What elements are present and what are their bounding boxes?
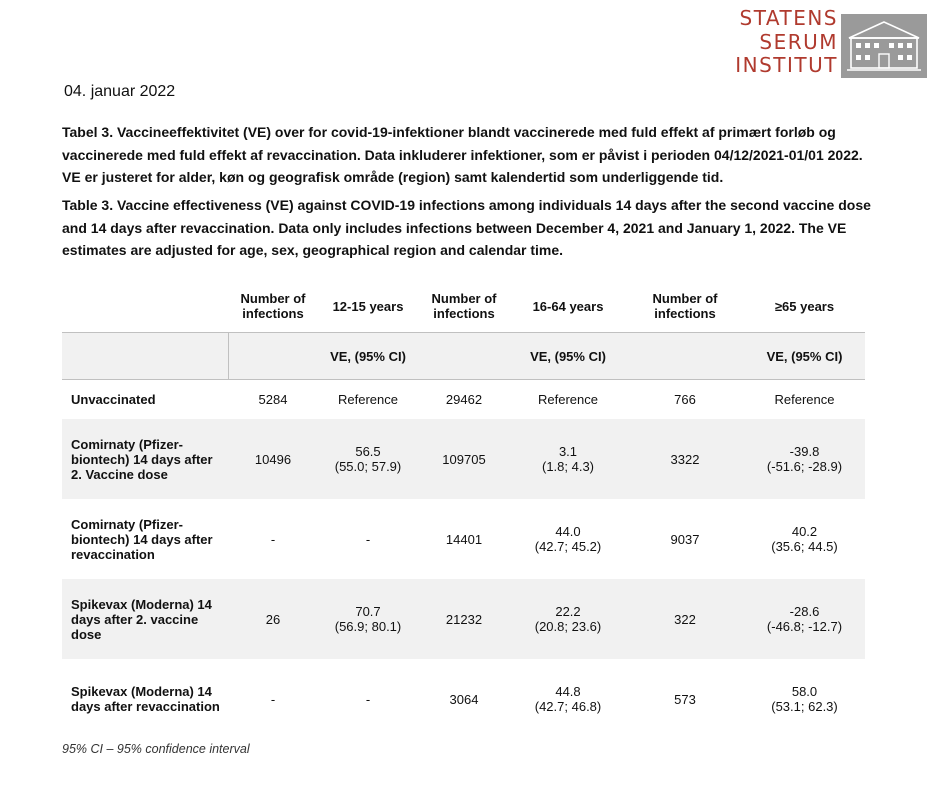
table-subheader-row <box>62 333 865 380</box>
logo-line-1: STATENS <box>739 6 838 30</box>
cell-infections-12-15: 5284 <box>258 392 288 407</box>
subheader-cell <box>626 333 744 380</box>
table-row <box>62 659 865 739</box>
subheader-cell <box>228 333 318 380</box>
logo-line-2: SERUM <box>759 29 838 54</box>
row-label: Spikevax (Moderna) 14 days after 2. vaccine dose <box>62 579 228 659</box>
ve-value: 3.1 <box>558 444 578 459</box>
cell-infections-12-15: - <box>270 531 276 547</box>
table-caption-english: Table 3. Vaccine effectiveness (VE) against COVID-19 infections among individuals 14 days after the second vaccine dose and 14 days after revaccination. Data only includes infections between December 4, 2021 and January 1, 2022. The VE estimates are adjusted for age, sex, geographical region and calendar time. <box>62 197 871 258</box>
logo-line-3: INSTITUT <box>735 53 838 77</box>
table-row <box>62 499 865 579</box>
cell-infections-12-15: 10496 <box>228 419 318 499</box>
table-row <box>62 419 865 499</box>
cell-infections-65-plus: 9037 <box>670 531 700 547</box>
cell-infections-16-64: 109705 <box>418 419 510 499</box>
cell-ve-12-15 <box>318 659 418 739</box>
cell-ve-65-plus <box>744 499 865 579</box>
cell-ve-16-64 <box>510 499 626 579</box>
cell-ve-16-64 <box>510 579 626 659</box>
cell-ve-16-64 <box>510 659 626 739</box>
row-label: Comirnaty (Pfizer-biontech) 14 days after revaccination <box>71 516 213 562</box>
cell-infections-16-64: 21232 <box>418 579 510 659</box>
ve-value: 56.5 <box>355 444 381 459</box>
ve-value: 70.7 <box>355 604 381 619</box>
cell-infections-12-15: - <box>270 691 276 707</box>
cell-infections-65-plus: 322 <box>626 579 744 659</box>
cell-ve-12-15 <box>318 419 418 499</box>
header-cell: ≥65 years <box>774 298 835 314</box>
cell-ve-65-plus <box>744 579 865 659</box>
header-cell: Number of infections <box>240 291 306 321</box>
subheader-cell: VE, (95% CI) <box>744 333 865 380</box>
row-label: Spikevax (Moderna) 14 days after revaccination <box>71 684 220 714</box>
header-cell: Number of infections <box>431 291 497 321</box>
ve-ci: (35.6; 44.5) <box>771 539 838 554</box>
logo-text <box>735 7 838 78</box>
ve-value: 40.2 <box>791 524 818 539</box>
ve-value: - <box>365 531 371 547</box>
cell-ve-12-15 <box>318 380 418 420</box>
ve-ci: (42.7; 45.2) <box>534 539 602 554</box>
table-row <box>62 579 865 659</box>
vaccine-effectiveness-table <box>62 280 865 739</box>
ve-ci: (56.9; 80.1) <box>334 619 402 634</box>
header-cell: 16-64 years <box>532 298 604 314</box>
header-cell: 12-15 years <box>332 298 404 314</box>
ve-value: 22.2 <box>555 604 581 619</box>
cell-infections-16-64: 14401 <box>445 531 483 547</box>
subheader-cell: VE, (95% CI) <box>318 333 418 380</box>
cell-infections-16-64: 29462 <box>445 392 483 407</box>
ve-value: 58.0 <box>791 684 818 699</box>
ve-ci: (-46.8; -12.7) <box>766 619 843 634</box>
cell-ve-12-15 <box>318 499 418 579</box>
cell-infections-16-64: 3064 <box>449 691 479 707</box>
ve-ci: (53.1; 62.3) <box>771 699 838 714</box>
cell-ve-65-plus <box>744 419 865 499</box>
cell-ve-16-64 <box>510 419 626 499</box>
subheader-cell <box>62 333 228 380</box>
cell-infections-65-plus: 766 <box>674 392 696 407</box>
table-caption-danish: Tabel 3. Vaccineeffektivitet (VE) over for covid-19-infektioner blandt vaccinerede med fuld effekt af primært forløb og vaccinerede med fuld effekt af revaccination. Data inkluderer infektioner, som er påvist i perioden 04/12/2021-01/01 2022. VE er justeret for alder, køn og geografisk område (region) samt kalendertid som underliggende tid. <box>62 124 863 185</box>
ve-value: Reference <box>538 392 598 407</box>
ve-value: Reference <box>338 392 398 407</box>
subheader-cell <box>418 333 510 380</box>
row-label: Unvaccinated <box>71 392 156 407</box>
table-header-row <box>62 280 865 333</box>
cell-infections-12-15: 26 <box>228 579 318 659</box>
ve-ci: (55.0; 57.9) <box>334 459 402 474</box>
ve-ci: (1.8; 4.3) <box>541 459 595 474</box>
ve-value: 44.8 <box>555 684 581 699</box>
header-cell <box>62 280 228 333</box>
cell-infections-65-plus: 573 <box>674 691 696 707</box>
cell-ve-12-15 <box>318 579 418 659</box>
ve-value: Reference <box>774 392 835 407</box>
ve-ci: (-51.6; -28.9) <box>766 459 843 474</box>
ve-ci: (20.8; 23.6) <box>534 619 602 634</box>
ve-value: -39.8 <box>789 444 820 459</box>
row-label: Comirnaty (Pfizer-biontech) 14 days after 2. Vaccine dose <box>62 419 228 499</box>
footnote: 95% CI – 95% confidence interval <box>62 742 250 756</box>
ve-value: 44.0 <box>555 524 581 539</box>
building-icon <box>841 14 927 78</box>
cell-ve-65-plus <box>744 659 865 739</box>
cell-ve-65-plus <box>744 380 865 420</box>
ve-value: -28.6 <box>789 604 820 619</box>
subheader-cell: VE, (95% CI) <box>510 333 626 380</box>
cell-infections-65-plus: 3322 <box>626 419 744 499</box>
document-date: 04. januar 2022 <box>64 83 176 100</box>
ve-ci: (42.7; 46.8) <box>534 699 602 714</box>
cell-ve-16-64 <box>510 380 626 420</box>
table-row <box>62 380 865 420</box>
header-cell: Number of infections <box>652 291 718 321</box>
ve-value: - <box>365 691 371 707</box>
